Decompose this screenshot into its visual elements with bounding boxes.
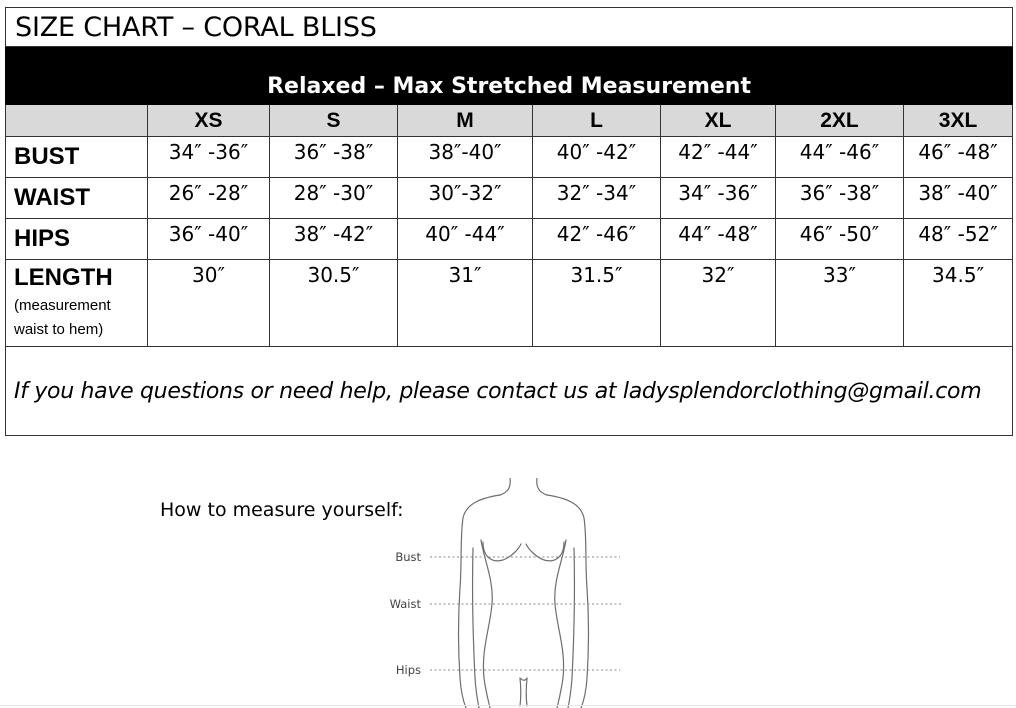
bottom-divider xyxy=(0,705,1016,706)
measurement-cell: 30″-32″ xyxy=(398,178,533,219)
measurement-cell: 30.5″ xyxy=(270,260,398,347)
size-header: 2XL xyxy=(776,105,904,137)
length-row xyxy=(6,260,1013,347)
size-header-row xyxy=(6,105,1013,137)
header-blank-cell xyxy=(6,105,148,137)
size-header: S xyxy=(270,105,398,137)
measurement-cell: 34″ -36″ xyxy=(661,178,776,219)
row-label xyxy=(6,260,148,347)
hips-row xyxy=(6,219,1013,260)
chart-title: SIZE CHART – CORAL BLISS xyxy=(6,8,1013,47)
measurement-cell: 31.5″ xyxy=(533,260,661,347)
length-note: (measurement waist to hem) xyxy=(14,297,111,338)
measurement-cell: 32″ -34″ xyxy=(533,178,661,219)
waist-label: Waist xyxy=(389,597,421,611)
row-label: WAIST xyxy=(6,178,148,219)
measurement-cell: 42″ -44″ xyxy=(661,137,776,178)
measurement-cell: 46″ -50″ xyxy=(776,219,904,260)
measurement-cell: 44″ -48″ xyxy=(661,219,776,260)
measurement-cell: 32″ xyxy=(661,260,776,347)
length-label: LENGTH xyxy=(14,264,113,291)
measurement-cell: 38″-40″ xyxy=(398,137,533,178)
measurement-cell: 34″ -36″ xyxy=(148,137,270,178)
row-label: HIPS xyxy=(6,219,148,260)
size-header: L xyxy=(533,105,661,137)
measurement-cell: 34.5″ xyxy=(904,260,1013,347)
how-to-measure-heading: How to measure yourself: xyxy=(160,499,404,521)
measurement-cell: 36″ -38″ xyxy=(270,137,398,178)
measurement-cell: 28″ -30″ xyxy=(270,178,398,219)
body-outline xyxy=(459,478,589,708)
measurement-cell: 40″ -44″ xyxy=(398,219,533,260)
measurement-type-banner: Relaxed – Max Stretched Measurement xyxy=(6,47,1013,105)
measurement-cell: 48″ -52″ xyxy=(904,219,1013,260)
measurement-cell: 30″ xyxy=(148,260,270,347)
contact-message: If you have questions or need help, please contact us at ladysplendorclothing@gmail.com xyxy=(6,347,1013,436)
measurement-cell: 31″ xyxy=(398,260,533,347)
row-label: BUST xyxy=(6,137,148,178)
waist-row xyxy=(6,178,1013,219)
measurement-cell: 33″ xyxy=(776,260,904,347)
measurement-cell: 36″ -40″ xyxy=(148,219,270,260)
size-header: M xyxy=(398,105,533,137)
measurement-cell: 44″ -46″ xyxy=(776,137,904,178)
measurement-cell: 42″ -46″ xyxy=(533,219,661,260)
size-header: 3XL xyxy=(904,105,1013,137)
size-chart-table xyxy=(5,7,1013,436)
measurement-cell: 38″ -42″ xyxy=(270,219,398,260)
size-header: XL xyxy=(661,105,776,137)
measurement-cell: 38″ -40″ xyxy=(904,178,1013,219)
bust-row xyxy=(6,137,1013,178)
bust-label: Bust xyxy=(395,550,421,564)
measurement-cell: 26″ -28″ xyxy=(148,178,270,219)
measurement-cell: 46″ -48″ xyxy=(904,137,1013,178)
measurement-cell: 36″ -38″ xyxy=(776,178,904,219)
measurement-cell: 40″ -42″ xyxy=(533,137,661,178)
body-measurement-figure xyxy=(380,478,630,708)
size-header: XS xyxy=(148,105,270,137)
hips-label: Hips xyxy=(395,663,421,677)
